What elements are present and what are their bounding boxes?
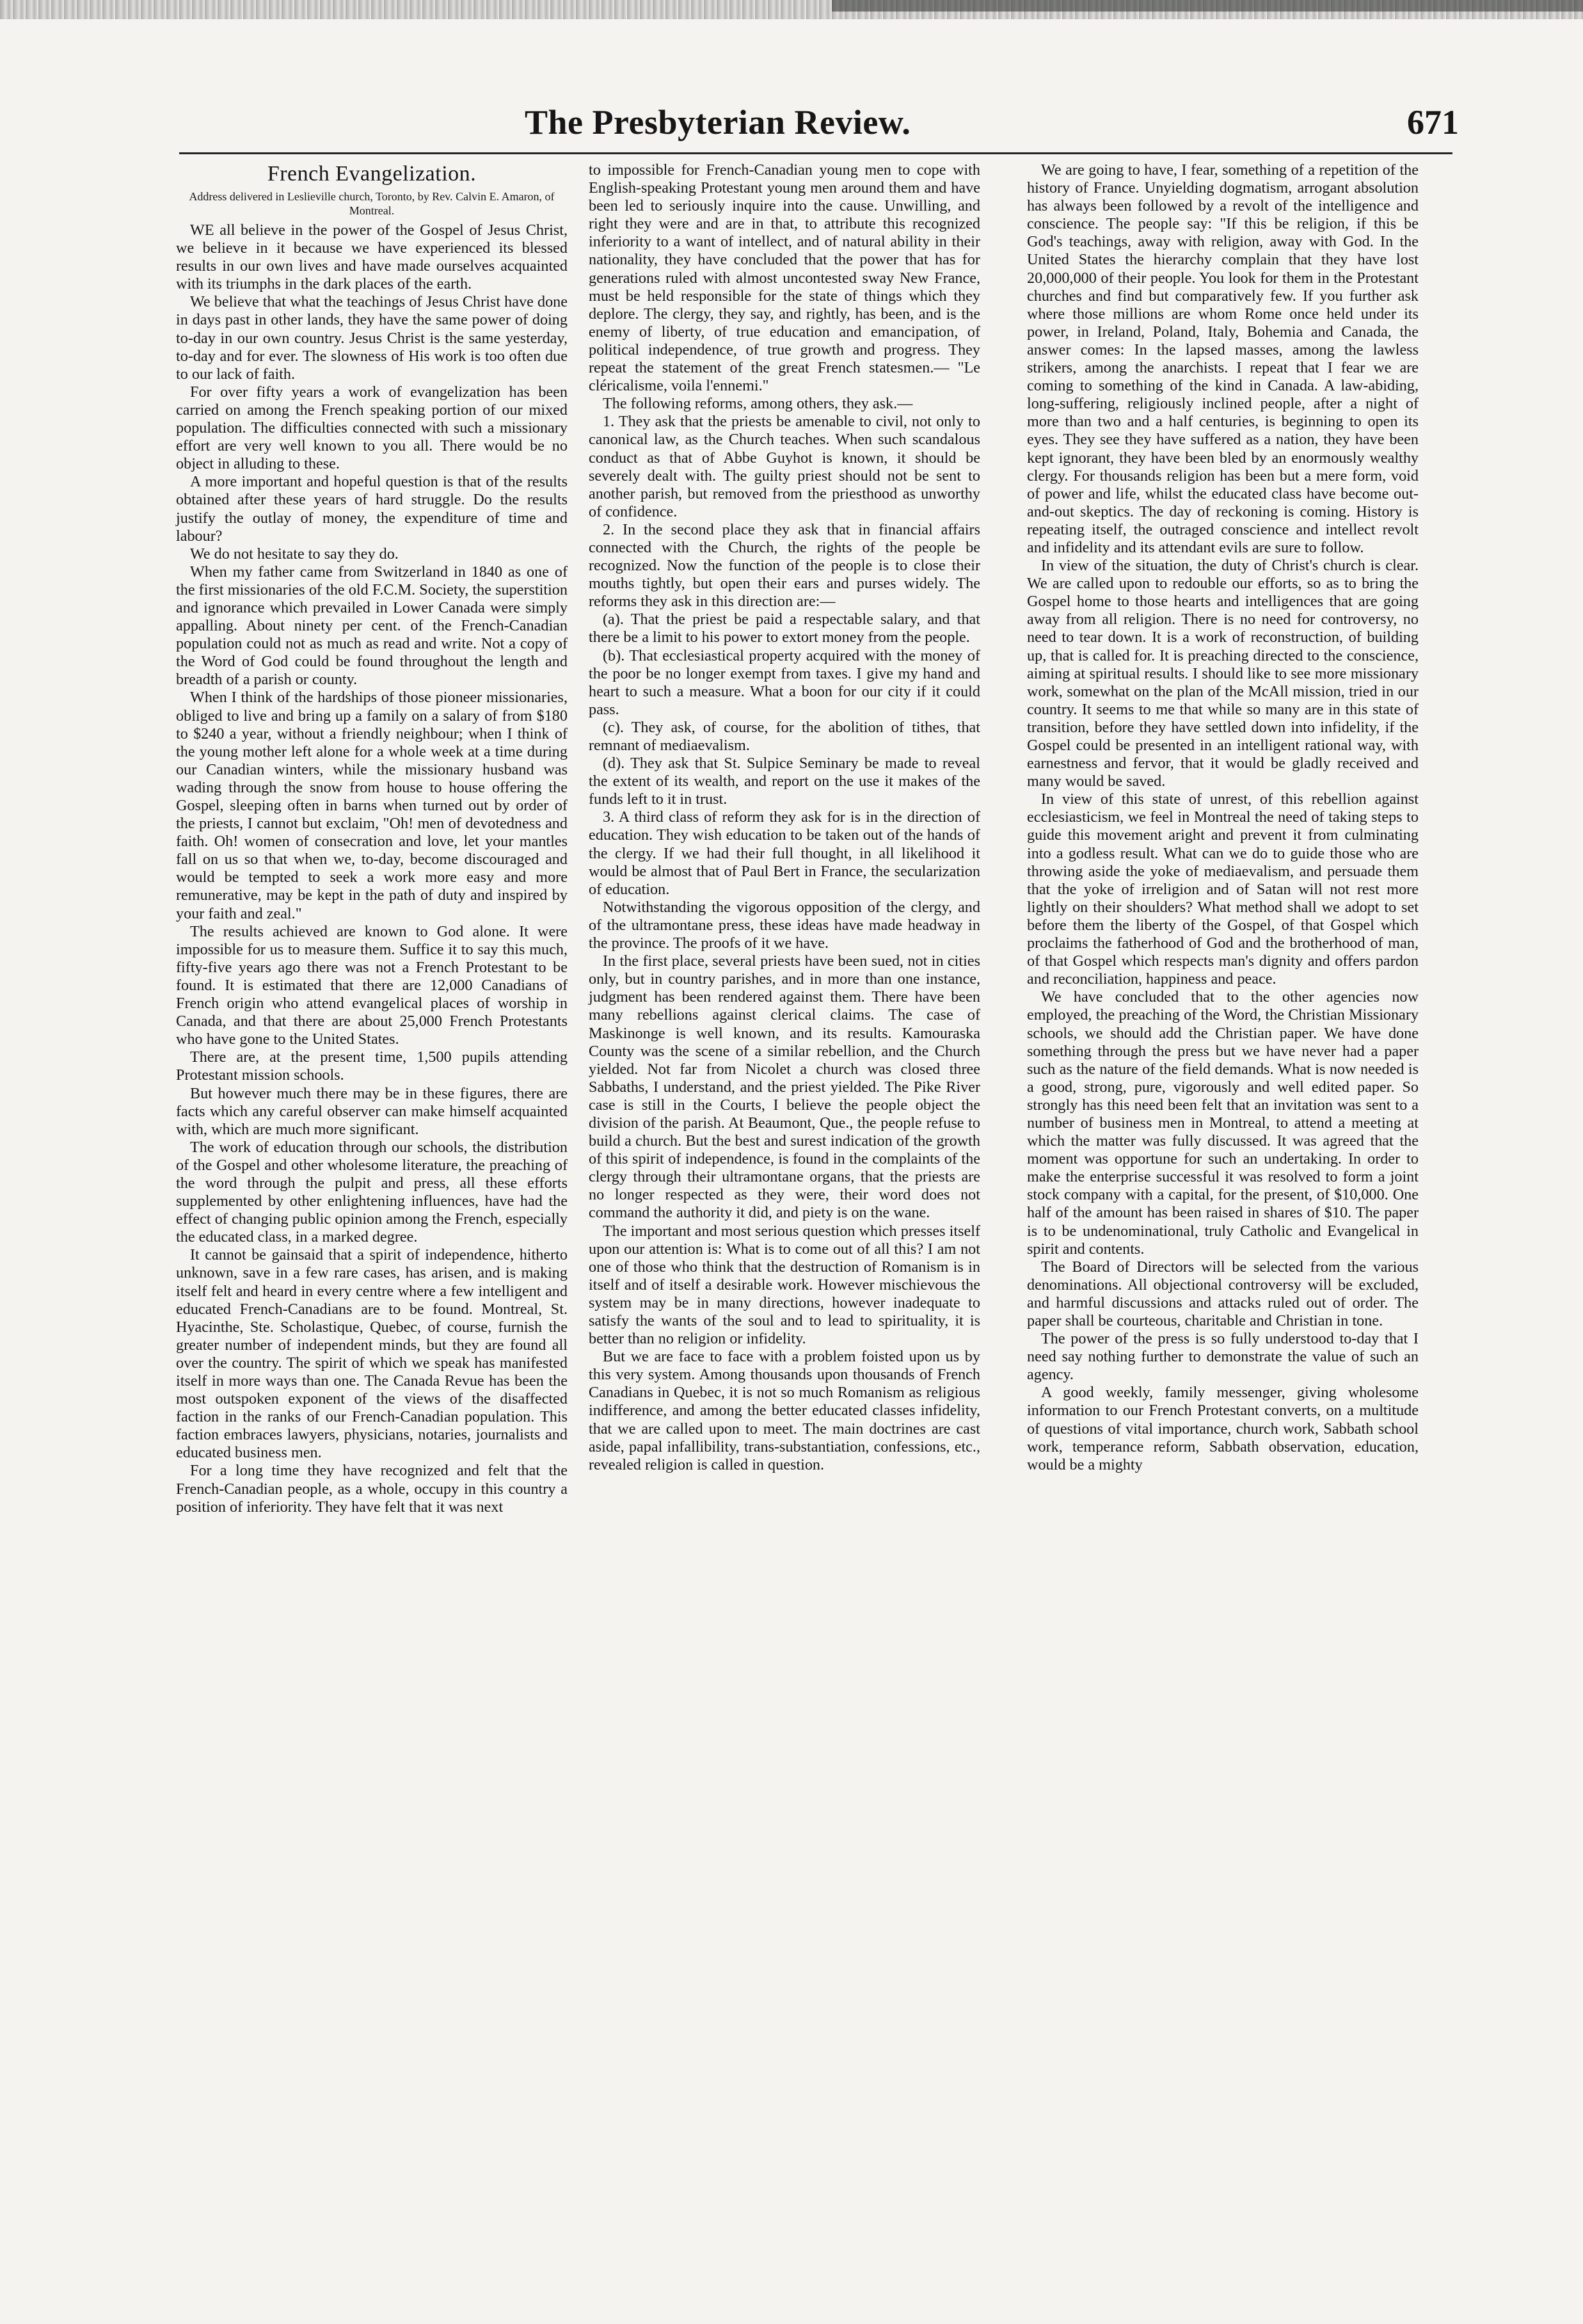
paragraph: Notwithstanding the vigorous opposition of the clergy, and of the ultramontane press, these ideas have made headway in the province. The proofs of it we have. [589, 898, 980, 952]
paragraph: The results achieved are known to God alone. It were impossible for us to measure them. Suffice it to say this much, fifty-five years ago there was not a French Protestant to be found. It is estimated that there are 12,000 Canadians of French origin who attend evangelical places of worship in Canada, and that there are about 25,000 French Protestants who have gone to the United States. [176, 922, 568, 1048]
paragraph: When my father came from Switzerland in 1840 as one of the first missionaries of the old F.C.M. Society, the superstition and ignorance which prevailed in Lower Canada were simply appalling. About ninety per cent. of the French-Canadian population could not as much as read and write. Not a copy of the Word of God could be found throughout the length and breadth of a parish or county. [176, 563, 568, 689]
list-item: (d). They ask that St. Sulpice Seminary be made to reveal the extent of its wealth, and report on the use it makes of the funds left to it in trust. [589, 755, 980, 808]
column-3 [1027, 161, 1419, 1474]
paragraph: When I think of the hardships of those pioneer missionaries, obliged to live and bring up a family on a salary of from $180 to $240 a year, without a friendly neighbour; when I think of the young mother left alone for a whole week at a time during our Canadian winters, while the missionary husband was wading through the snow from house to house offering the Gospel, sleeping often in barns when turned out by order of the priests, I cannot but exclaim, "Oh! men of devotedness and faith. Oh! women of consecration and love, let your mantles fall on us so that when we, to-day, become discouraged and would be tempted to seek a work more easy and more remunerative, may be kept in the path of duty and inspired by your faith and zeal." [176, 689, 568, 922]
header-rule [179, 152, 1452, 154]
list-item: (b). That ecclesiastical property acquired with the money of the poor be no longer exempt from taxes. I give my hand and heart to such a measure. What a boon for our city if it could pass. [589, 646, 980, 718]
paragraph: But we are face to face with a problem foisted upon us by this very system. Among thousands upon thousands of French Canadians in Quebec, it is not so much Romanism as religious indifference, and among the better educated classes infidelity, that we are called upon to meet. The main doctrines are cast aside, papal infallibility, trans-substantiation, confessions, etc., revealed religion is called in question. [589, 1348, 980, 1473]
paragraph: A good weekly, family messenger, giving wholesome information to our French Protestant converts, on a multitude of questions of vital importance, church work, Sabbath school work, temperance reform, Sabbath observation, education, would be a mighty [1027, 1384, 1419, 1473]
page-header [179, 102, 1459, 154]
paragraph: In the first place, several priests have been sued, not in cities only, but in country parishes, and in more than one instance, judgment has been rendered against them. There have been many rebellions against clerical claims. The case of Maskinonge is well known, and its results. Kamouraska County was the scene of a similar rebellion, and the Church yielded. Not far from Nicolet a church was closed three Sabbaths, I understand, and the priest yielded. The Pike River case is still in the Courts, I believe the people object the division of the parish. At Beaumont, Que., the people refuse to build a church. But the best and surest indication of the growth of this spirit of independence, is found in the complaints of the clergy through their ultramontane organs, that the priests are no longer respected as they were, their word does not command the authority it did, and piety is on the wane. [589, 952, 980, 1222]
article-title: French Evangelization. [267, 162, 477, 186]
paragraph: In view of this state of unrest, of this rebellion against ecclesiasticism, we feel in Montreal the need of taking steps to guide this movement aright and prevent it from culminating into a godless result. What can we do to guide those who are throwing aside the yoke of mediaevalism, and persuade them that the yoke of irreligion and of Satan will not rest more lightly on their shoulders? What method shall we adopt to set before them the liberty of the Gospel, of that Gospel which proclaims the fatherhood of God and the brotherhood of man, of that Gospel which respects man's dignity and offers pardon and reconciliation, happiness and peace. [1027, 790, 1419, 988]
paragraph: The following reforms, among others, they ask.— [603, 395, 913, 413]
paragraph: But however much there may be in these figures, there are facts which any careful observer can make himself acquainted with, which are much more significant. [176, 1084, 568, 1138]
paragraph: The work of education through our schools, the distribution of the Gospel and other wholesome literature, the preaching of the word through the pulpit and press, all these efforts supplemented by other enlightening influences, have had the effect of changing public opinion among the French, especially the educated class, in a marked degree. [176, 1138, 568, 1246]
list-item: 2. In the second place they ask that in financial affairs connected with the Church, the rights of the people be recognized. Now the function of the people is to close their mouths tightly, but open their ears and purses widely. The reforms they ask in this direction are:— [589, 520, 980, 611]
paragraph: WE all believe in the power of the Gospel of Jesus Christ, we believe in it because we have experienced its blessed results in our own lives and have made ourselves acquainted with its triumphs in the dark places of the earth. [176, 221, 568, 293]
paragraph: There are, at the present time, 1,500 pupils attending Protestant mission schools. [176, 1048, 568, 1084]
paragraph: We have concluded that to the other agencies now employed, the preaching of the Word, the Christian Missionary schools, we should add the Christian paper. We have done something through the press but we have never had a paper such as the nature of the field demands. What is now needed is a good, strong, pure, vigorously and well edited paper. So strongly has this need been felt that an invitation was sent to a number of business men in Montreal, to attend a meeting at which the matter was fully discussed. It was agreed that the moment was opportune for such an undertaking. In order to make the enterprise successful it was resolved to form a joint stock company with a capital, for the present, of $10,000. One half of the amount has been raised in shares of $10. The paper is to be undenominational, truly Catholic and Evangelical in spirit and contents. [1027, 988, 1419, 1258]
paragraph: The power of the press is so fully understood to-day that I need say nothing further to demonstrate the value of such an agency. [1027, 1330, 1419, 1384]
paragraph: We are going to have, I fear, something of a repetition of the history of France. Unyielding dogmatism, arrogant absolution has always been followed by a revolt of the intelligence and conscience. The people say: "If this be religion, if this be God's teachings, away with religion, away with God. In the United States the hierarchy complain that they have lost 20,000,000 of their people. You look for them in the Protestant churches and find but comparatively few. If you further ask where those millions are whom Rome once held under its power, in Ireland, Poland, Italy, Bohemia and Canada, the answer comes: In the lapsed masses, among the lawless strikers, among the anarchists. I repeat that I fear we are coming to something of the kind in Canada. A law-abiding, long-suffering, religiously inclined people, after a night of more than two and a half centuries, is beginning to open its eyes. They see they have suffered as a nation, they have been kept ignorant, they have been bled by an enormously wealthy clergy. For thousands religion has been but a mere form, void of power and life, whilst the educated class have become out-and-out skeptics. The day of reckoning is coming. History is repeating itself, the outraged conscience and intellect revolt and infidelity and its attendant evils are sure to follow. [1027, 161, 1419, 556]
paragraph: In view of the situation, the duty of Christ's church is clear. We are called upon to redouble our efforts, so as to bring the Gospel home to those hearts and intelligences that are going away from all religion. There is no need for controversy, no need to tear down. It is a work of reconstruction, of building up, that is called for. It is preaching directed to the conscience, aiming at spiritual results. I should like to see more missionary work, somewhat on the plan of the McAll mission, tried in our country. It seems to me that while so many are in this state of transition, before they have settled down into infidelity, if the Gospel could be presented in an intelligent rational way, with earnestness and fervor, that it would be gladly received and many would be saved. [1027, 557, 1419, 790]
paragraph: For over fifty years a work of evangelization has been carried on among the French speaking portion of our mixed population. The difficulties connected with such a missionary effort are very well known to you all. There would be no object in alluding to these. [176, 383, 568, 473]
paragraph: For a long time they have recognized and felt that the French-Canadian people, as a whole, occupy in this country a position of inferiority. They have felt that it was next [176, 1462, 568, 1516]
paragraph: to impossible for French-Canadian young men to cope with English-speaking Protestant young men around them and have been led to seriously inquire into the cause. Unwilling, and right they were and are in that, to attribute this recognized inferiority to a want of intellect, and of natural ability in their nationality, they have concluded that the power that has for generations ruled with almost uncontested sway New France, must be held responsible for the state of things which they deplore. The clergy, they say, and rightly, has been, and is the enemy of liberty, of true education and emancipation, of political independence, of true growth and progress. They repeat the statement of the great French statesmen.— "Le cléricalisme, voila l'ennemi." [589, 161, 980, 395]
paragraph: We do not hesitate to say they do. [190, 545, 399, 563]
list-item: 1. They ask that the priests be amenable to civil, not only to canonical law, as the Church teaches. When such scandalous conduct as that of Abbe Guyhot is known, it should be severely dealt with. The guilty priest should not be sent to another parish, but removed from the priesthood as unworthy of confidence. [589, 413, 980, 520]
paragraph: The important and most serious question which presses itself upon our attention is: What is to come out of all this? I am not one of those who think that the destruction of Romanism is in itself and of itself a desirable work. However mischievous the system may be in many directions, however inadequate to satisfy the wants of the soul and to lead to spirituality, it is better than no religion or infidelity. [589, 1222, 980, 1348]
journal-title: The Presbyterian Review. [525, 103, 911, 141]
list-item: (c). They ask, of course, for the abolition of tithes, that remnant of mediaevalism. [589, 718, 980, 754]
list-item: (a). That the priest be paid a respectable salary, and that there be a limit to his power to extort money from the people. [589, 611, 980, 646]
paragraph: We believe that what the teachings of Jesus Christ have done in days past in other lands, they have the same power of doing to-day in our own country. Jesus Christ is the same yesterday, to-day and for ever. The slowness of His work is too often due to our lack of faith. [176, 293, 568, 383]
page-number: 671 [1407, 103, 1459, 141]
paragraph: A more important and hopeful question is that of the results obtained after these years of hard struggle. Do the results justify the outlay of money, the expenditure of time and labour? [176, 473, 568, 545]
column-1 [176, 161, 568, 1516]
scan-top-edge-dark [832, 0, 1583, 12]
paragraph: It cannot be gainsaid that a spirit of independence, hitherto unknown, save in a few rare cases, has arisen, and is making itself felt and heard in every centre where a few intelligent and educated French-Canadians are to be found. Montreal, St. Hyacinthe, Ste. Scholastique, Quebec, of course, furnish the greater number of independent minds, but they are found all over the country. The spirit of which we speak has manifested itself in more ways than one. The Canada Revue has been the most outspoken exponent of the views of the disaffected faction in the ranks of our French-Canadian population. This faction embraces lawyers, physicians, notaries, journalists and educated business men. [176, 1246, 568, 1462]
list-item: 3. A third class of reform they ask for is in the direction of education. They wish education to be taken out of the hands of the clergy. If we had their full thought, in all likelihood it would be almost that of Paul Bert in France, the secularization of education. [589, 808, 980, 898]
article-byline: Address delivered in Leslieville church, Toronto, by Rev. Calvin E. Amaron, of Montreal. [189, 190, 555, 217]
column-2 [589, 161, 980, 1474]
paragraph: The Board of Directors will be selected from the various denominations. All objectional controversy will be excluded, and harmful discussions and attacks ruled out of order. The paper shall be courteous, charitable and Christian in tone. [1027, 1258, 1419, 1329]
